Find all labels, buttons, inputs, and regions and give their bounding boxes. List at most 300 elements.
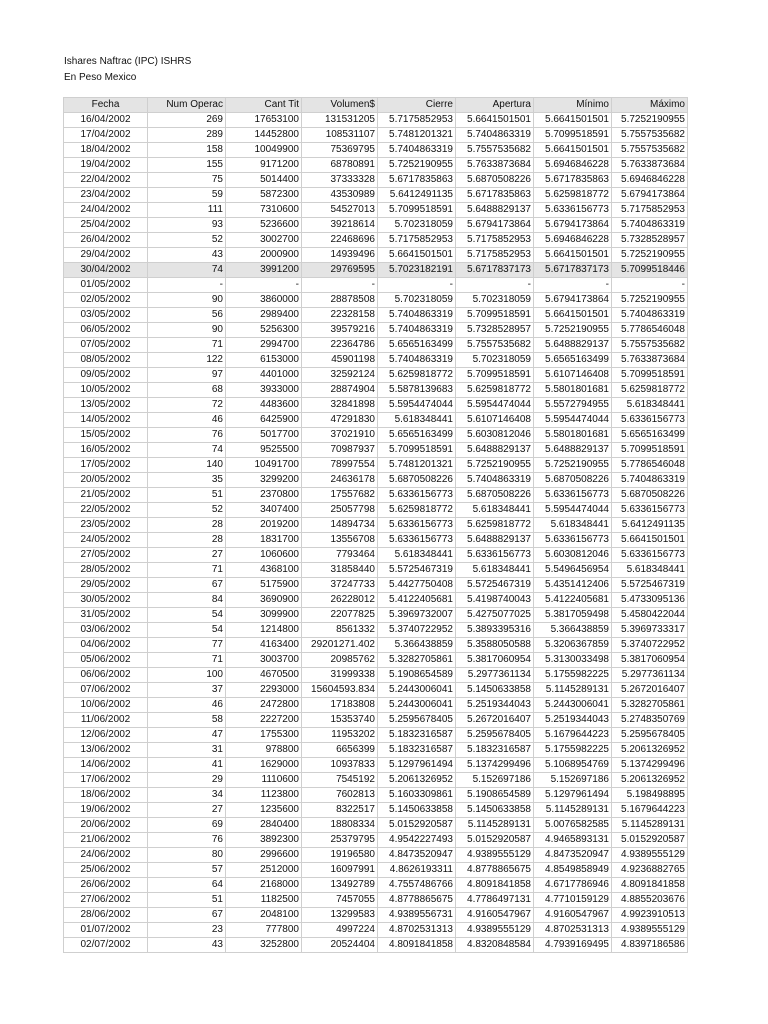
table-row (64, 323, 688, 338)
cell-num-operac: 27 (148, 548, 226, 563)
cell-cierre: 5.6259818772 (378, 368, 456, 383)
cell-cierre: 5.1908654589 (378, 668, 456, 683)
cell-maximo: 5.7557535682 (612, 128, 688, 143)
cell-volumen: 22468696 (302, 233, 378, 248)
table-row (64, 503, 688, 518)
cell-num-operac: 80 (148, 848, 226, 863)
cell-date: 25/06/2002 (64, 863, 148, 878)
cell-cierre: 5.702318059 (378, 293, 456, 308)
cell-cant-tit: 777800 (226, 923, 302, 938)
cell-apertura: 5.7633873684 (456, 158, 534, 173)
cell-date: 20/05/2002 (64, 473, 148, 488)
cell-minimo: 5.618348441 (534, 518, 612, 533)
cell-cierre: 5.6336156773 (378, 533, 456, 548)
cell-minimo: 4.7939169495 (534, 938, 612, 953)
cell-volumen: 131531205 (302, 113, 378, 128)
cell-date: 23/04/2002 (64, 188, 148, 203)
cell-maximo: 5.2595678405 (612, 728, 688, 743)
cell-cant-tit: 5017700 (226, 428, 302, 443)
table-row (64, 218, 688, 233)
cell-volumen: 10937833 (302, 758, 378, 773)
cell-volumen: 13492789 (302, 878, 378, 893)
cell-num-operac: 74 (148, 443, 226, 458)
cell-num-operac: 56 (148, 308, 226, 323)
cell-apertura: 5.6030812046 (456, 428, 534, 443)
cell-num-operac: 59 (148, 188, 226, 203)
cell-volumen: 19196580 (302, 848, 378, 863)
cell-date: 29/04/2002 (64, 248, 148, 263)
cell-minimo: 4.8702531313 (534, 923, 612, 938)
cell-num-operac: 43 (148, 938, 226, 953)
cell-num-operac: 47 (148, 728, 226, 743)
cell-minimo: 5.5801801681 (534, 428, 612, 443)
cell-num-operac: 35 (148, 473, 226, 488)
cell-cierre: 5.7404863319 (378, 323, 456, 338)
cell-maximo: 5.2672016407 (612, 683, 688, 698)
cell-cierre: 5.7175852953 (378, 233, 456, 248)
cell-date: 22/05/2002 (64, 503, 148, 518)
cell-date: 14/05/2002 (64, 413, 148, 428)
cell-cierre: 5.618348441 (378, 413, 456, 428)
cell-volumen: 13299583 (302, 908, 378, 923)
cell-cant-tit: 6153000 (226, 353, 302, 368)
cell-maximo: 5.6336156773 (612, 503, 688, 518)
cell-date: 03/05/2002 (64, 308, 148, 323)
cell-cierre: 5.7175852953 (378, 113, 456, 128)
table-row (64, 428, 688, 443)
cell-minimo: 4.8473520947 (534, 848, 612, 863)
cell-apertura: 5.2519344043 (456, 698, 534, 713)
cell-maximo: 5.618348441 (612, 398, 688, 413)
cell-cierre: 5.7252190955 (378, 158, 456, 173)
cell-maximo: 5.4580422044 (612, 608, 688, 623)
cell-cierre: 4.9389556731 (378, 908, 456, 923)
cell-cierre: 5.6412491135 (378, 188, 456, 203)
cell-cant-tit: 1060600 (226, 548, 302, 563)
cell-apertura: 5.6641501501 (456, 113, 534, 128)
cell-apertura: 5.702318059 (456, 293, 534, 308)
cell-date: 30/05/2002 (64, 593, 148, 608)
cell-date: 18/04/2002 (64, 143, 148, 158)
column-header-apertura: Apertura (456, 98, 534, 113)
cell-cierre: 5.1603309861 (378, 788, 456, 803)
header-row (64, 98, 688, 113)
cell-minimo: 5.6336156773 (534, 203, 612, 218)
cell-num-operac: 51 (148, 893, 226, 908)
cell-date: 25/04/2002 (64, 218, 148, 233)
cell-minimo: 5.152697186 (534, 773, 612, 788)
cell-maximo: 5.2748350769 (612, 713, 688, 728)
cell-cierre: 5.3740722952 (378, 623, 456, 638)
cell-date: 26/06/2002 (64, 878, 148, 893)
cell-cierre: 5.6259818772 (378, 503, 456, 518)
cell-cierre: 5.7404863319 (378, 308, 456, 323)
cell-cierre: 5.6641501501 (378, 248, 456, 263)
cell-cierre: 5.1832316587 (378, 728, 456, 743)
table-row (64, 773, 688, 788)
cell-cant-tit: 3991200 (226, 263, 302, 278)
cell-volumen: 54527013 (302, 203, 378, 218)
cell-cant-tit: 3933000 (226, 383, 302, 398)
cell-volumen: 31999338 (302, 668, 378, 683)
cell-cant-tit: 4483600 (226, 398, 302, 413)
cell-cant-tit: 3860000 (226, 293, 302, 308)
cell-volumen: 70987937 (302, 443, 378, 458)
cell-cant-tit: 978800 (226, 743, 302, 758)
cell-volumen: 39218614 (302, 218, 378, 233)
cell-cant-tit: 2293000 (226, 683, 302, 698)
table-row (64, 713, 688, 728)
cell-cant-tit: 3892300 (226, 833, 302, 848)
cell-volumen: - (302, 278, 378, 293)
cell-date: 20/06/2002 (64, 818, 148, 833)
cell-date: 04/06/2002 (64, 638, 148, 653)
cell-num-operac: 23 (148, 923, 226, 938)
cell-apertura: 5.6717835863 (456, 188, 534, 203)
cell-volumen: 11953202 (302, 728, 378, 743)
cell-cierre: 5.4122405681 (378, 593, 456, 608)
column-header-num-operac: Num Operac (148, 98, 226, 113)
cell-cant-tit: 4401000 (226, 368, 302, 383)
cell-cierre: 5.5725467319 (378, 563, 456, 578)
cell-apertura: 5.6717837173 (456, 263, 534, 278)
cell-cierre: 5.2061326952 (378, 773, 456, 788)
cell-cierre: 4.8626193311 (378, 863, 456, 878)
cell-num-operac: 72 (148, 398, 226, 413)
table-row (64, 398, 688, 413)
cell-apertura: 5.2977361134 (456, 668, 534, 683)
cell-minimo: - (534, 278, 612, 293)
cell-apertura: 5.4275077025 (456, 608, 534, 623)
cell-apertura: 4.9160547967 (456, 908, 534, 923)
cell-apertura: 5.7404863319 (456, 473, 534, 488)
table-row (64, 248, 688, 263)
report-title: Ishares Naftrac (IPC) ISHRS (64, 56, 192, 67)
table-row (64, 728, 688, 743)
cell-volumen: 28878508 (302, 293, 378, 308)
cell-apertura: 5.6107146408 (456, 413, 534, 428)
cell-date: 08/05/2002 (64, 353, 148, 368)
cell-date: 17/04/2002 (64, 128, 148, 143)
cell-maximo: 5.7175852953 (612, 203, 688, 218)
cell-volumen: 45901198 (302, 353, 378, 368)
cell-maximo: 5.7633873684 (612, 353, 688, 368)
table-row (64, 173, 688, 188)
cell-cierre: 5.7481201321 (378, 458, 456, 473)
table-row (64, 548, 688, 563)
table-row (64, 413, 688, 428)
cell-volumen: 4997224 (302, 923, 378, 938)
cell-date: 24/06/2002 (64, 848, 148, 863)
cell-minimo: 5.1145289131 (534, 803, 612, 818)
cell-minimo: 5.6717835863 (534, 173, 612, 188)
cell-num-operac: 71 (148, 563, 226, 578)
table-row (64, 368, 688, 383)
cell-maximo: 5.1679644223 (612, 803, 688, 818)
cell-cierre: 5.2595678405 (378, 713, 456, 728)
table-row (64, 278, 688, 293)
column-header-maximo: Máximo (612, 98, 688, 113)
table-row (64, 203, 688, 218)
cell-num-operac: 31 (148, 743, 226, 758)
cell-cierre: 5.7404863319 (378, 143, 456, 158)
cell-minimo: 5.7099518591 (534, 128, 612, 143)
cell-minimo: 5.1068954769 (534, 758, 612, 773)
cell-maximo: 5.7328528957 (612, 233, 688, 248)
cell-num-operac: 90 (148, 323, 226, 338)
cell-volumen: 7545192 (302, 773, 378, 788)
cell-minimo: 5.5572794955 (534, 398, 612, 413)
cell-date: 26/04/2002 (64, 233, 148, 248)
cell-volumen: 7602813 (302, 788, 378, 803)
cell-num-operac: 41 (148, 758, 226, 773)
cell-minimo: 5.6488829137 (534, 338, 612, 353)
cell-minimo: 5.0076582585 (534, 818, 612, 833)
table-row (64, 758, 688, 773)
cell-maximo: 5.7404863319 (612, 473, 688, 488)
cell-cant-tit: 2472800 (226, 698, 302, 713)
cell-apertura: 5.1374299496 (456, 758, 534, 773)
cell-num-operac: 289 (148, 128, 226, 143)
cell-cant-tit: 10049900 (226, 143, 302, 158)
cell-volumen: 29769595 (302, 263, 378, 278)
table-row (64, 533, 688, 548)
cell-cant-tit: 4670500 (226, 668, 302, 683)
cell-cant-tit: 9525500 (226, 443, 302, 458)
cell-date: 05/06/2002 (64, 653, 148, 668)
table-row (64, 923, 688, 938)
cell-cant-tit: 2227200 (226, 713, 302, 728)
cell-num-operac: 269 (148, 113, 226, 128)
cell-minimo: 5.5801801681 (534, 383, 612, 398)
cell-cant-tit: 1831700 (226, 533, 302, 548)
cell-maximo: 5.7252190955 (612, 248, 688, 263)
cell-cant-tit: 2370800 (226, 488, 302, 503)
cell-cierre: 5.0152920587 (378, 818, 456, 833)
cell-minimo: 5.1297961494 (534, 788, 612, 803)
cell-cant-tit: 7310600 (226, 203, 302, 218)
cell-maximo: 5.6794173864 (612, 188, 688, 203)
cell-volumen: 14939496 (302, 248, 378, 263)
cell-num-operac: 28 (148, 533, 226, 548)
cell-cant-tit: 1110600 (226, 773, 302, 788)
cell-maximo: 5.6870508226 (612, 488, 688, 503)
cell-minimo: 5.6336156773 (534, 488, 612, 503)
column-header-volumen: Volumen$ (302, 98, 378, 113)
cell-maximo: 5.3969733317 (612, 623, 688, 638)
cell-cant-tit: 2996600 (226, 848, 302, 863)
cell-apertura: 5.3817060954 (456, 653, 534, 668)
cell-minimo: 5.3206367859 (534, 638, 612, 653)
cell-maximo: 5.7099518446 (612, 263, 688, 278)
cell-volumen: 20985762 (302, 653, 378, 668)
cell-date: 28/06/2002 (64, 908, 148, 923)
cell-maximo: 4.9389555129 (612, 923, 688, 938)
cell-date: 19/04/2002 (64, 158, 148, 173)
cell-maximo: 5.1145289131 (612, 818, 688, 833)
table-row (64, 623, 688, 638)
cell-num-operac: 67 (148, 578, 226, 593)
cell-minimo: 5.6946846228 (534, 158, 612, 173)
cell-cant-tit: 3299200 (226, 473, 302, 488)
cell-volumen: 39579216 (302, 323, 378, 338)
cell-maximo: 5.1374299496 (612, 758, 688, 773)
cell-cant-tit: 1235600 (226, 803, 302, 818)
cell-volumen: 68780891 (302, 158, 378, 173)
cell-cant-tit: 1123800 (226, 788, 302, 803)
cell-apertura: 5.7175852953 (456, 248, 534, 263)
cell-apertura: 5.152697186 (456, 773, 534, 788)
cell-maximo: 5.7786546048 (612, 323, 688, 338)
column-header-cierre: Cierre (378, 98, 456, 113)
cell-volumen: 31858440 (302, 563, 378, 578)
cell-volumen: 25379795 (302, 833, 378, 848)
cell-cant-tit: 2000900 (226, 248, 302, 263)
column-header-cant-tit: Cant Tit (226, 98, 302, 113)
cell-cierre: 5.618348441 (378, 548, 456, 563)
cell-minimo: 5.6794173864 (534, 293, 612, 308)
cell-maximo: 5.618348441 (612, 563, 688, 578)
cell-date: 17/05/2002 (64, 458, 148, 473)
cell-maximo: 5.2061326952 (612, 743, 688, 758)
cell-apertura: 4.9389555129 (456, 848, 534, 863)
table-row (64, 113, 688, 128)
cell-date: 11/06/2002 (64, 713, 148, 728)
cell-volumen: 18808334 (302, 818, 378, 833)
cell-maximo: 5.7633873684 (612, 158, 688, 173)
table-row (64, 803, 688, 818)
cell-maximo: 4.8091841858 (612, 878, 688, 893)
table-row (64, 128, 688, 143)
cell-minimo: 4.8549858949 (534, 863, 612, 878)
cell-num-operac: 90 (148, 293, 226, 308)
cell-apertura: 5.4198740043 (456, 593, 534, 608)
cell-date: 17/06/2002 (64, 773, 148, 788)
cell-cierre: 4.9542227493 (378, 833, 456, 848)
cell-num-operac: 68 (148, 383, 226, 398)
cell-minimo: 5.2443006041 (534, 698, 612, 713)
cell-date: 21/05/2002 (64, 488, 148, 503)
cell-minimo: 5.6641501501 (534, 113, 612, 128)
table-row (64, 833, 688, 848)
cell-minimo: 5.1755982225 (534, 743, 612, 758)
cell-date: 21/06/2002 (64, 833, 148, 848)
cell-num-operac: 155 (148, 158, 226, 173)
cell-cant-tit: - (226, 278, 302, 293)
cell-cierre: 5.3282705861 (378, 653, 456, 668)
cell-num-operac: 58 (148, 713, 226, 728)
cell-volumen: 25057798 (302, 503, 378, 518)
cell-volumen: 32592124 (302, 368, 378, 383)
cell-minimo: 4.9160547967 (534, 908, 612, 923)
cell-cierre: 5.6336156773 (378, 488, 456, 503)
cell-maximo: 5.7786546048 (612, 458, 688, 473)
cell-date: 01/05/2002 (64, 278, 148, 293)
cell-date: 31/05/2002 (64, 608, 148, 623)
cell-volumen: 20524404 (302, 938, 378, 953)
cell-minimo: 5.4351412406 (534, 578, 612, 593)
cell-cierre: 5.5878139683 (378, 383, 456, 398)
table-row (64, 818, 688, 833)
cell-minimo: 5.6641501501 (534, 143, 612, 158)
cell-cierre: 5.5954474044 (378, 398, 456, 413)
cell-cant-tit: 5175900 (226, 578, 302, 593)
cell-maximo: 5.2977361134 (612, 668, 688, 683)
cell-volumen: 37333328 (302, 173, 378, 188)
table-row (64, 158, 688, 173)
cell-cierre: 5.6565163499 (378, 428, 456, 443)
table-row (64, 788, 688, 803)
cell-minimo: 5.6488829137 (534, 443, 612, 458)
cell-date: 22/04/2002 (64, 173, 148, 188)
cell-date: 03/06/2002 (64, 623, 148, 638)
table-row (64, 908, 688, 923)
cell-cant-tit: 2989400 (226, 308, 302, 323)
cell-cierre: 5.1832316587 (378, 743, 456, 758)
cell-minimo: 5.6259818772 (534, 188, 612, 203)
cell-cierre: 4.8778865675 (378, 893, 456, 908)
cell-date: 16/04/2002 (64, 113, 148, 128)
cell-minimo: 5.6641501501 (534, 248, 612, 263)
cell-num-operac: 100 (148, 668, 226, 683)
cell-num-operac: 71 (148, 338, 226, 353)
cell-minimo: 5.3130033498 (534, 653, 612, 668)
cell-apertura: 5.2672016407 (456, 713, 534, 728)
cell-maximo: 5.4733095136 (612, 593, 688, 608)
cell-cant-tit: 2512000 (226, 863, 302, 878)
cell-cant-tit: 2019200 (226, 518, 302, 533)
cell-minimo: 5.6641501501 (534, 308, 612, 323)
cell-minimo: 5.6030812046 (534, 548, 612, 563)
cell-volumen: 8561332 (302, 623, 378, 638)
cell-minimo: 4.7710159129 (534, 893, 612, 908)
cell-date: 02/05/2002 (64, 293, 148, 308)
cell-num-operac: 97 (148, 368, 226, 383)
cell-minimo: 4.9465893131 (534, 833, 612, 848)
cell-apertura: 5.3893395316 (456, 623, 534, 638)
cell-apertura: 5.6259818772 (456, 383, 534, 398)
table-row (64, 863, 688, 878)
cell-date: 27/06/2002 (64, 893, 148, 908)
cell-apertura: 5.1832316587 (456, 743, 534, 758)
cell-volumen: 22364786 (302, 338, 378, 353)
cell-cierre: 5.6870508226 (378, 473, 456, 488)
cell-apertura: 5.7328528957 (456, 323, 534, 338)
cell-minimo: 5.4122405681 (534, 593, 612, 608)
cell-cierre: 5.7099518591 (378, 203, 456, 218)
cell-volumen: 15604593.834 (302, 683, 378, 698)
price-history-table (63, 97, 688, 953)
cell-minimo: 5.366438859 (534, 623, 612, 638)
cell-volumen: 78997554 (302, 458, 378, 473)
cell-num-operac: 57 (148, 863, 226, 878)
cell-minimo: 5.3817059498 (534, 608, 612, 623)
table-row (64, 338, 688, 353)
cell-maximo: 5.6641501501 (612, 533, 688, 548)
cell-date: 30/04/2002 (64, 263, 148, 278)
cell-volumen: 14894734 (302, 518, 378, 533)
cell-cant-tit: 1182500 (226, 893, 302, 908)
cell-minimo: 5.6565163499 (534, 353, 612, 368)
cell-date: 10/05/2002 (64, 383, 148, 398)
cell-cierre: 4.8702531313 (378, 923, 456, 938)
cell-maximo: 5.6259818772 (612, 383, 688, 398)
cell-maximo: 5.3282705861 (612, 698, 688, 713)
cell-volumen: 7793464 (302, 548, 378, 563)
cell-volumen: 13556708 (302, 533, 378, 548)
cell-num-operac: 74 (148, 263, 226, 278)
table-row (64, 743, 688, 758)
